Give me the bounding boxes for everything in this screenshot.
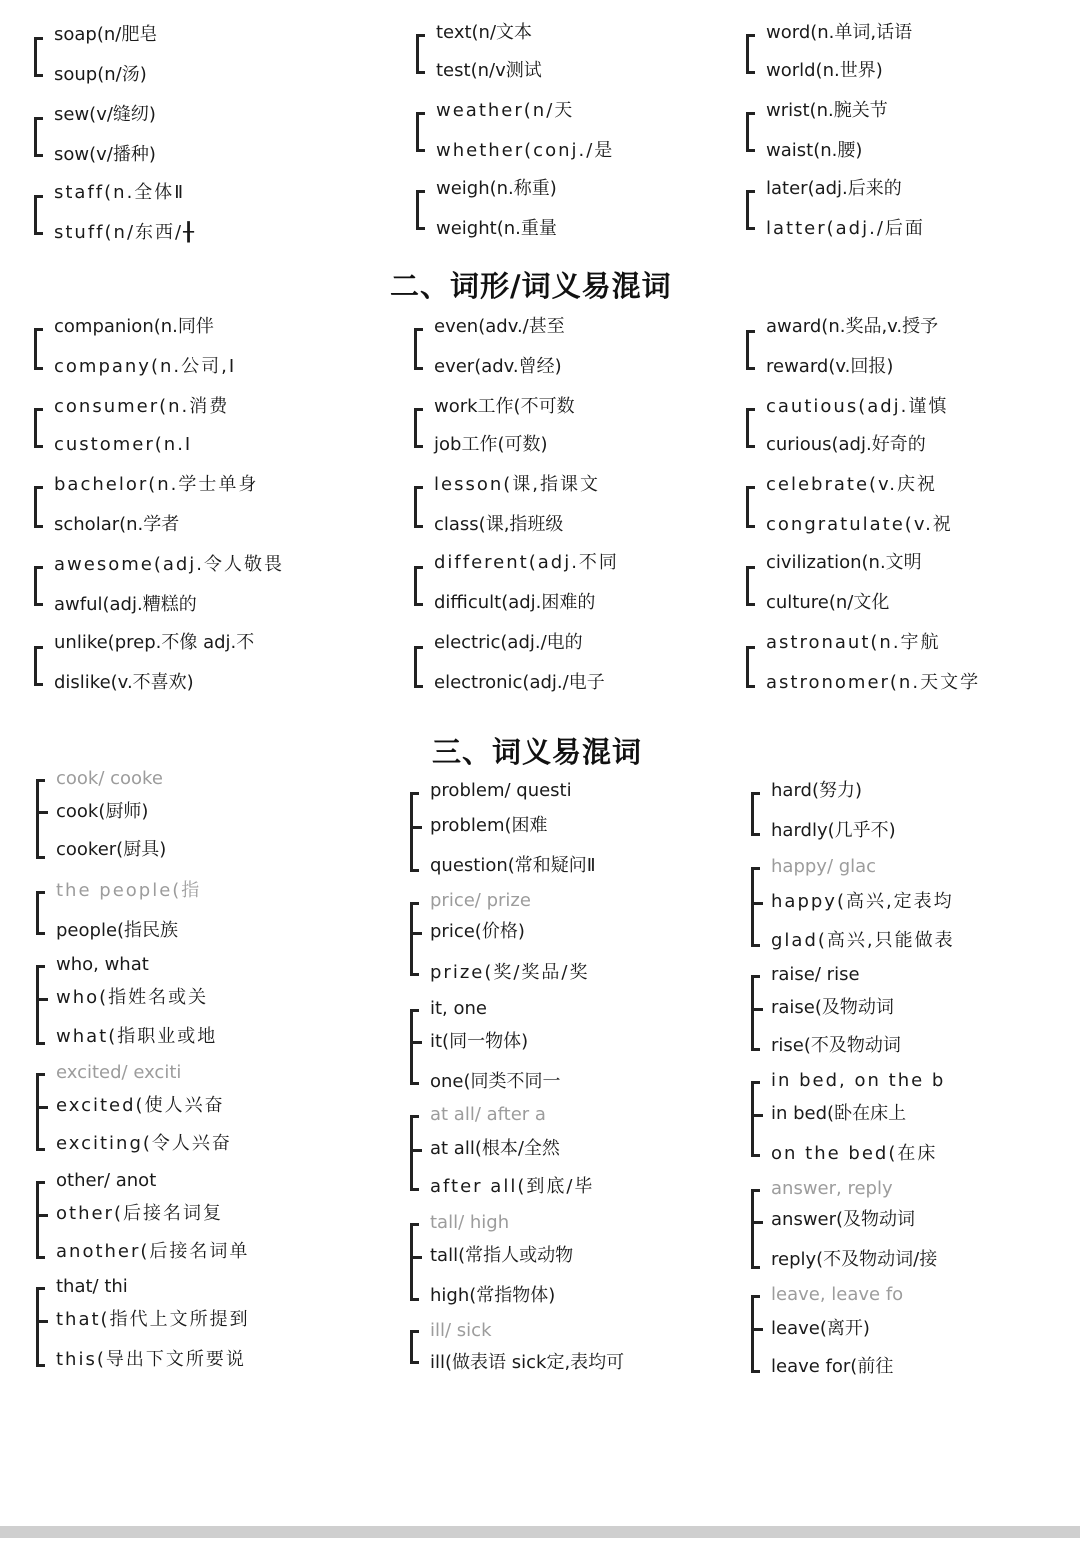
word-group-title: in bed, on the b [771,1070,946,1091]
word-group [36,1276,356,1376]
word-pair [416,178,716,240]
word-entry: question(常和疑问Ⅱ [430,855,596,876]
word-entry: sow(v/播种) [54,144,156,165]
word-group-title: at all/ after a [430,1104,546,1125]
word-entry: word(n.单词,话语 [766,22,913,43]
word-entry: lesson(课,指课文 [434,474,600,495]
word-entry: staff(n.全体Ⅱ [54,182,186,203]
word-group [751,1178,1051,1278]
word-entry: reply(不及物动词/接 [771,1249,938,1270]
word-entry: weight(n.重量 [436,218,557,239]
word-group [36,1170,356,1270]
word-entry: sew(v/缝纫) [54,104,156,125]
word-group [410,998,710,1098]
word-entry: waist(n.腰) [766,140,863,161]
word-entry: prize(奖/奖品/奖 [430,962,590,983]
word-group-title: cook/ cooke [56,768,163,789]
section-heading: 三、词义易混词 [432,735,643,769]
word-entry: dislike(v.不喜欢) [54,672,194,693]
word-entry: wrist(n.腕关节 [766,100,888,121]
word-group-title: the people(指 [56,880,202,901]
word-entry: bachelor(n.学士单身 [54,474,259,495]
word-entry: customer(n.Ⅰ [54,434,193,455]
word-entry: whether(conj./是 [436,140,615,161]
word-group [410,1104,710,1204]
word-entry: what(指职业或地 [56,1026,218,1047]
word-pair [746,632,1046,694]
section-heading: 二、词形/词义易混词 [390,269,672,303]
word-group [410,890,710,990]
word-entry: job工作(可数) [434,434,548,455]
word-entry: at all(根本/全然 [430,1138,560,1159]
word-pair [746,22,1046,84]
word-pair [746,474,1046,536]
word-group [751,964,1051,1064]
word-entry: it(同一物体) [430,1031,529,1052]
word-group [410,1320,710,1380]
word-pair [414,396,714,458]
word-entry: civilization(n.文明 [766,552,922,573]
word-entry: glad(高兴,只能做表 [771,930,955,951]
word-entry: electronic(adj./电子 [434,672,605,693]
word-entry: world(n.世界) [766,60,883,81]
word-group-title: price/ prize [430,890,531,911]
word-group [410,1212,710,1312]
word-group [751,780,1051,850]
word-entry: price(价格) [430,921,525,942]
word-entry: electric(adj./电的 [434,632,583,653]
word-entry: leave for(前往 [771,1356,894,1377]
word-entry: exciting(令人兴奋 [56,1133,232,1154]
word-pair [414,552,714,614]
word-entry: congratulate(v.祝 [766,514,953,535]
word-entry: astronaut(n.宇航 [766,632,941,653]
word-group [36,768,356,868]
word-pair [34,182,334,244]
word-pair [746,396,1046,458]
word-entry: celebrate(v.庆祝 [766,474,938,495]
word-pair [34,316,354,378]
bottom-divider [0,1526,1080,1538]
word-group [751,856,1051,956]
word-entry: test(n/v测试 [436,60,542,81]
word-entry: even(adv./甚至 [434,316,565,337]
word-entry: answer(及物动词 [771,1209,916,1230]
word-entry: one(同类不同一 [430,1071,561,1092]
word-entry: later(adj.后来的 [766,178,902,199]
word-entry: award(n.奖品,v.授予 [766,316,939,337]
word-entry: after all(到底/毕 [430,1176,595,1197]
word-pair [34,24,334,86]
word-entry: latter(adj./后面 [766,218,925,239]
word-group-title: raise/ rise [771,964,860,985]
word-group-title: happy/ glac [771,856,877,877]
word-group [36,1062,356,1162]
word-group-title: problem/ questi [430,780,572,801]
word-entry: soup(n/汤) [54,64,147,85]
word-entry: scholar(n.学者 [54,514,180,535]
word-group [36,880,356,950]
word-entry: hardly(几乎不) [771,820,896,841]
word-group-title: answer, reply [771,1178,893,1199]
word-entry: companion(n.同伴 [54,316,214,337]
word-pair [34,396,354,458]
word-entry: text(n/文本 [436,22,533,43]
word-entry: weather(n/天 [436,100,575,121]
word-entry: unlike(prep.不像 adj.不 [54,632,255,653]
word-entry: culture(n/文化 [766,592,890,613]
word-group-title: that/ thi [56,1276,128,1297]
word-entry: other(后接名词复 [56,1203,223,1224]
word-entry: people(指民族 [56,920,179,941]
word-entry: work工作(不可数 [434,396,575,417]
word-entry: cooker(厨具) [56,839,167,860]
word-group-title: excited/ exciti [56,1062,182,1083]
word-entry: rise(不及物动词 [771,1035,901,1056]
word-entry: happy(高兴,定表均 [771,891,954,912]
word-entry: soap(n/肥皂 [54,24,158,45]
word-group [751,1070,1051,1170]
word-entry: this(导出下文所要说 [56,1349,246,1370]
word-pair [416,100,716,162]
word-group-title: tall/ high [430,1212,510,1233]
word-entry: on the bed(在床 [771,1143,938,1164]
word-entry: cook(厨师) [56,801,149,822]
word-pair [34,474,354,536]
word-entry: ever(adv.曾经) [434,356,562,377]
word-entry: who(指姓名或关 [56,987,209,1008]
word-pair [414,474,714,536]
word-entry: that(指代上文所提到 [56,1309,250,1330]
word-group-title: other/ anot [56,1170,157,1191]
word-group-title: ill/ sick [430,1320,492,1341]
word-entry: tall(常指人或动物 [430,1245,574,1266]
word-group-title: it, one [430,998,487,1019]
word-entry: stuff(n/东西/╂ [54,222,196,243]
word-entry: in bed(卧在床上 [771,1103,907,1124]
word-entry: weigh(n.称重) [436,178,557,199]
word-entry: another(后接名词单 [56,1241,250,1262]
word-entry: ill(做表语 sick定,表均可 [430,1352,625,1373]
word-pair [746,178,1046,240]
word-entry: awesome(adj.令人敬畏 [54,554,285,575]
word-entry: company(n.公司,Ⅰ [54,356,237,377]
word-group [410,780,710,880]
word-entry: problem(困难 [430,815,548,836]
word-pair [746,552,1046,614]
word-pair [414,632,714,694]
word-group-title: leave, leave fo [771,1284,904,1305]
word-pair [34,632,354,694]
word-group [751,1284,1051,1384]
word-entry: difficult(adj.困难的 [434,592,596,613]
word-pair [746,100,1046,162]
word-entry: excited(使人兴奋 [56,1095,225,1116]
word-pair [746,316,1046,378]
word-entry: high(常指物体) [430,1285,556,1306]
word-pair [414,316,714,378]
word-entry: class(课,指班级 [434,514,564,535]
word-entry: astronomer(n.天文学 [766,672,981,693]
word-pair [416,22,716,84]
word-entry: different(adj.不同 [434,552,619,573]
word-group [36,954,356,1054]
word-entry: leave(离开) [771,1318,870,1339]
word-group-title: who, what [56,954,149,975]
word-entry: curious(adj.好奇的 [766,434,926,455]
word-pair [34,554,354,616]
word-entry: awful(adj.糟糕的 [54,594,197,615]
word-entry: cautious(adj.谨慎 [766,396,949,417]
word-entry: raise(及物动词 [771,997,894,1018]
word-entry: consumer(n.消费 [54,396,230,417]
word-pair [34,104,334,166]
word-entry: reward(v.回报) [766,356,894,377]
word-entry: hard(努力) [771,780,862,801]
